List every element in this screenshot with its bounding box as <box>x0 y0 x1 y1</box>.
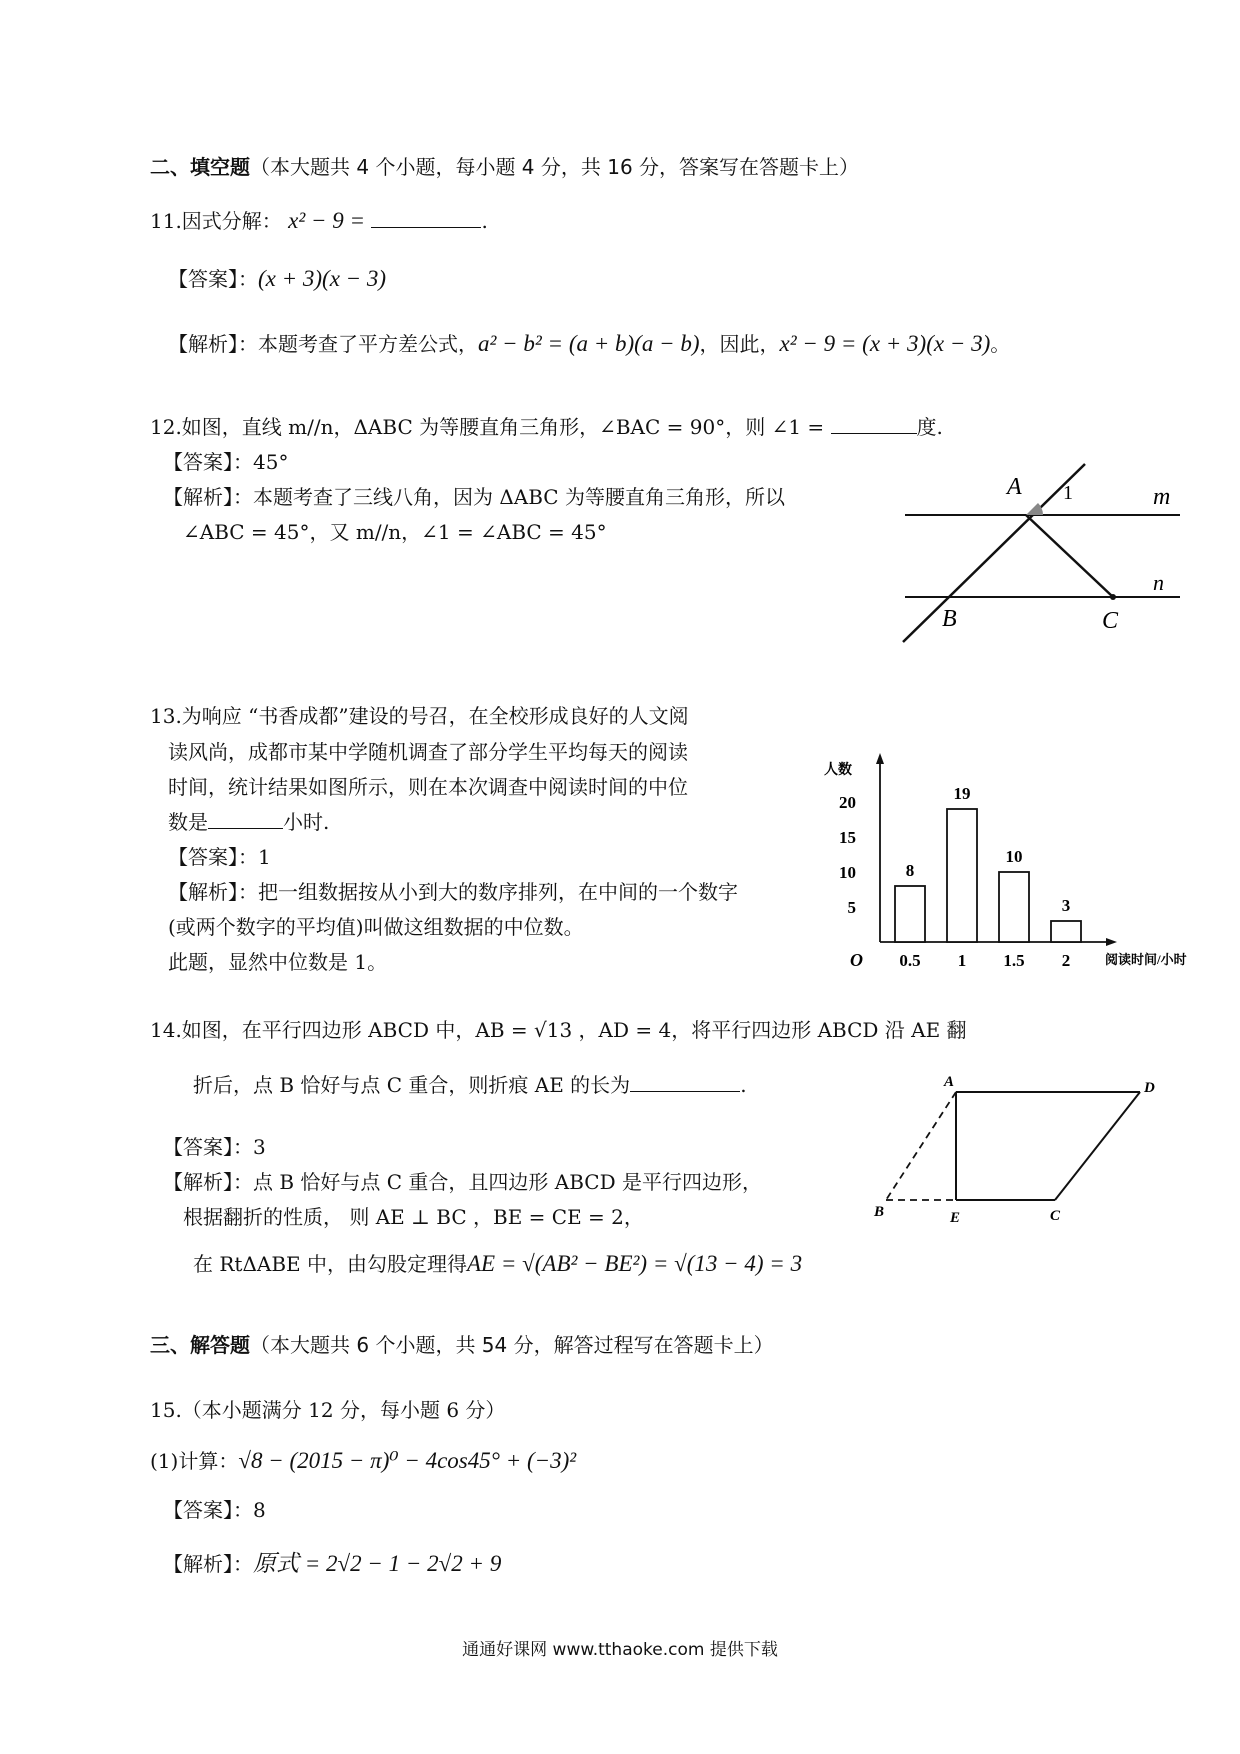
q13-line4-b: 小时. <box>283 810 330 834</box>
q13-line4-a: 数是 <box>168 810 208 834</box>
analysis-label: 【解析】： <box>168 332 258 356</box>
segment-DC <box>1055 1092 1140 1200</box>
q14-parallelogram-figure <box>860 1068 1160 1238</box>
q15-sub1-label: (1)计算： <box>150 1449 239 1473</box>
point-C-dot <box>1110 594 1116 600</box>
analysis-label: 【解析】： <box>168 880 258 904</box>
q14-blank <box>630 1073 740 1092</box>
q11-analysis-formula2: x² − 9 = (x + 3)(x − 3) <box>779 331 991 356</box>
q11-answer <box>168 265 386 293</box>
y-axis-title: 人数 <box>824 763 852 778</box>
q14-answer <box>163 1135 266 1159</box>
bar-value-label: 3 <box>1061 896 1071 915</box>
q14-analysis3-formula: AE = √(AB² − BE²) = √(13 − 4) = 3 <box>467 1251 803 1276</box>
q15-sub1 <box>150 1447 576 1475</box>
q14-stem2-text: 折后，点 B 恰好与点 C 重合，则折痕 AE 的长为 <box>193 1073 631 1097</box>
q11-analysis-formula1: a² − b² = (a + b)(a − b) <box>478 331 700 356</box>
q13-blank <box>208 810 283 829</box>
bar-1 <box>947 809 977 942</box>
q13-answer <box>168 845 271 869</box>
label-B: B <box>874 1204 885 1220</box>
bar-value-label: 10 <box>1005 847 1023 866</box>
q13-line2: 读风尚，成都市某中学随机调查了部分学生平均每天的阅读 <box>168 740 688 764</box>
section3-desc: （本大题共 6 个小题，共 54 分，解答过程写在答题卡上） <box>250 1333 774 1357</box>
answer-label: 【答案】： <box>163 1498 253 1522</box>
label-D: D <box>1144 1080 1155 1096</box>
analysis-label: 【解析】： <box>163 1552 253 1576</box>
q12-stem <box>150 415 943 439</box>
q14-stem2-end: . <box>740 1073 747 1097</box>
q11-analysis-end: 。 <box>990 332 1011 356</box>
q13-line3: 时间，统计结果如图所示，则在本次调查中阅读时间的中位 <box>168 775 688 799</box>
label-angle-1: 1 <box>1063 482 1073 504</box>
label-n: n <box>1153 570 1164 595</box>
q14-analysis3 <box>193 1250 802 1278</box>
q14-stem2 <box>193 1073 747 1097</box>
x-tick-labels <box>899 951 1070 970</box>
page-footer: 通通好课网 www.tthaoke.com 提供下载 <box>462 1640 778 1660</box>
q12-analysis1 <box>163 485 785 509</box>
q15-analysis-formula: 原式 = 2√2 − 1 − 2√2 + 9 <box>253 1551 502 1576</box>
section2-desc: （本大题共 4 个小题，每小题 4 分，共 16 分，答案写在答题卡上） <box>250 155 860 179</box>
q14-stem1: 14.如图，在平行四边形 ABCD 中，AB = √13 ，AD = 4，将平行四边形 ABCD 沿 AE 翻 <box>150 1018 967 1042</box>
x-tick-label: 0.5 <box>899 951 921 970</box>
section3-header <box>150 1333 774 1357</box>
x-axis-arrow <box>1106 938 1117 946</box>
x-tick-label: 1 <box>957 951 967 970</box>
angle-1-marker <box>1026 503 1043 515</box>
q12-analysis2: ∠ABC = 45°，又 m//n，∠1 = ∠ABC = 45° <box>183 520 607 544</box>
bar-0.5 <box>895 886 925 942</box>
q14-analysis3-text: 在 RtΔABE 中，由勾股定理得 <box>193 1252 467 1276</box>
q11-analysis <box>168 330 1010 358</box>
q15-answer <box>163 1498 266 1522</box>
q15-analysis <box>163 1550 501 1578</box>
q12-figure <box>895 460 1195 650</box>
q13-analysis-line1: 把一组数据按从小到大的数序排列，在中间的一个数字 <box>258 880 738 904</box>
answer-label: 【答案】： <box>168 845 258 869</box>
q14-analysis-line1: 点 B 恰好与点 C 重合，且四边形 ABCD 是平行四边形， <box>253 1170 762 1194</box>
q13-answer-value: 1 <box>258 845 271 869</box>
q13-analysis3: 此题，显然中位数是 1。 <box>168 950 388 974</box>
q12-stem-end: 度. <box>916 415 943 439</box>
q11-expr: x² − 9 = <box>288 208 366 233</box>
q11-stem: 11.因式分解： x² − 9 = . <box>150 208 488 233</box>
bars <box>895 784 1081 942</box>
q12-blank <box>831 415 917 434</box>
label-C: C <box>1050 1208 1061 1224</box>
q14-answer-value: 3 <box>253 1135 266 1159</box>
q11-analysis-text: 本题考查了平方差公式， <box>258 332 478 356</box>
q11-analysis-mid: ，因此， <box>699 332 780 356</box>
q12-answer-value: 45° <box>253 450 289 474</box>
bar-2 <box>1051 921 1081 942</box>
q12-answer <box>163 450 288 474</box>
label-A: A <box>944 1074 955 1090</box>
answer-label: 【答案】： <box>163 1135 253 1159</box>
section2-title: 二、填空题 <box>150 155 250 179</box>
section3-title: 三、解答题 <box>150 1333 250 1357</box>
q15-stem: 15.（本小题满分 12 分，每小题 6 分） <box>150 1398 506 1422</box>
analysis-label: 【解析】： <box>163 1170 253 1194</box>
line-AB <box>903 464 1085 642</box>
q14-analysis1 <box>163 1170 762 1194</box>
q12-stem-text: 12.如图，直线 m//n，ΔABC 为等腰直角三角形，∠BAC = 90°，则 ∠1 = <box>150 415 825 439</box>
q12-analysis-line1: 本题考查了三线八角，因为 ΔABC 为等腰直角三角形，所以 <box>253 485 785 509</box>
bar-value-label: 19 <box>953 784 971 803</box>
y-tick-labels <box>839 793 856 917</box>
x-tick-label: 2 <box>1061 951 1071 970</box>
y-tick-label: 15 <box>839 828 856 847</box>
line-AC <box>1026 515 1113 597</box>
bar-1.5 <box>999 872 1029 942</box>
origin-label: O <box>850 950 863 970</box>
x-tick-label: 1.5 <box>1003 951 1025 970</box>
bar-value-label: 8 <box>905 861 915 880</box>
x-axis-title: 阅读时间/小时 <box>1105 952 1187 967</box>
q13-line4 <box>168 810 329 834</box>
y-axis-arrow <box>876 753 884 764</box>
section2-header <box>150 155 859 179</box>
analysis-label: 【解析】： <box>163 485 253 509</box>
label-C: C <box>1102 608 1119 634</box>
q15-answer-value: 8 <box>253 1498 266 1522</box>
q13-analysis1 <box>168 880 738 904</box>
answer-label: 【答案】： <box>168 267 258 291</box>
reading-time-bar-chart <box>810 748 1210 978</box>
label-B: B <box>942 606 957 632</box>
q13-line1: 13.为响应 “书香成都”建设的号召，在全校形成良好的人文阅 <box>150 704 689 728</box>
y-tick-label: 20 <box>839 793 856 812</box>
y-tick-label: 5 <box>847 898 856 917</box>
q11-answer-value: (x + 3)(x − 3) <box>258 266 387 291</box>
label-E: E <box>950 1210 961 1226</box>
y-tick-label: 10 <box>839 863 856 882</box>
q15-sub1-expr: √8 − (2015 − π)⁰ − 4cos45° + (−3)² <box>238 1448 577 1473</box>
q11-blank <box>371 209 481 228</box>
segment-AB-dashed <box>886 1092 956 1200</box>
label-A: A <box>1007 474 1022 500</box>
label-m: m <box>1153 484 1171 510</box>
q11-stem-text: 11.因式分解： <box>150 209 282 233</box>
q13-analysis2: (或两个数字的平均值)叫做这组数据的中位数。 <box>168 915 584 939</box>
q14-analysis2: 根据翻折的性质， 则 AE ⊥ BC ，BE = CE = 2， <box>183 1205 644 1229</box>
answer-label: 【答案】： <box>163 450 253 474</box>
